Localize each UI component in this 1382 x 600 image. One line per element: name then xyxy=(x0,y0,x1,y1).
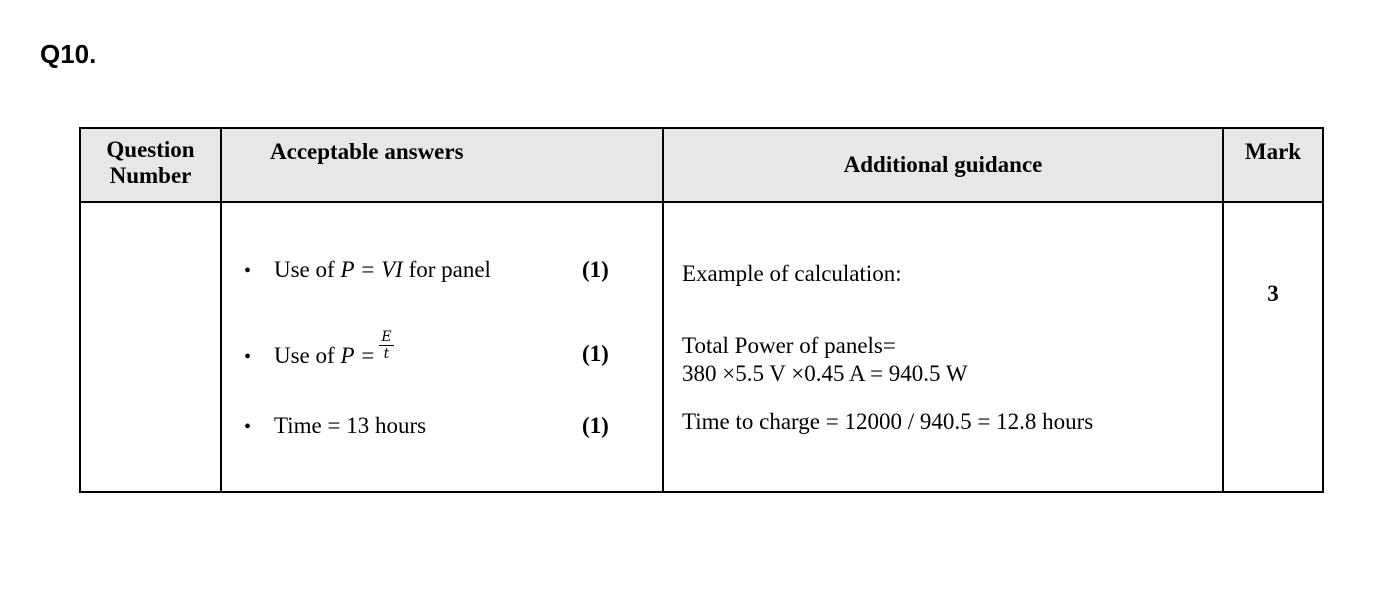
question-number-cell xyxy=(80,202,221,492)
answer-item xyxy=(244,413,624,439)
answer-mark: (1) xyxy=(582,257,609,282)
fraction-numerator: E xyxy=(381,329,392,345)
answer-item xyxy=(244,329,624,374)
additional-guidance-cell xyxy=(663,202,1223,492)
answer-prefix: Use of xyxy=(274,257,341,282)
mark-scheme-table xyxy=(79,127,1324,493)
header-question-number: Question Number xyxy=(80,128,221,202)
answer-formula-lhs: P = xyxy=(340,342,376,368)
acceptable-answers-cell xyxy=(221,202,663,492)
bullet-icon: • xyxy=(244,260,252,282)
guidance-line: Total Power of panels= xyxy=(682,333,896,358)
guidance-line: Time to charge = 12000 / 940.5 = 12.8 hours xyxy=(682,409,1094,434)
mark-value: 3 xyxy=(1267,281,1279,306)
answer-item xyxy=(244,257,624,283)
header-mark: Mark xyxy=(1223,128,1323,202)
answer-mark: (1) xyxy=(582,341,609,366)
table-row xyxy=(80,202,1323,492)
header-acceptable-answers-label: Acceptable answers xyxy=(270,139,464,164)
mark-cell xyxy=(1223,202,1323,492)
answer-text: Time = 13 hours xyxy=(274,413,427,438)
header-acceptable-answers xyxy=(221,128,663,202)
bullet-icon: • xyxy=(244,345,252,368)
guidance-line: 380 ×5.5 V ×0.45 A = 940.5 W xyxy=(682,361,968,386)
guidance-line: Example of calculation: xyxy=(682,261,902,286)
answer-prefix: Use of xyxy=(274,342,341,368)
bullet-icon: • xyxy=(244,416,252,438)
fraction-denominator: t xyxy=(383,346,390,362)
question-label: Q10. xyxy=(40,39,97,69)
header-row xyxy=(80,128,1323,202)
header-additional-guidance: Additional guidance xyxy=(663,128,1223,202)
answer-suffix: for panel xyxy=(402,257,491,282)
fraction xyxy=(379,329,393,362)
answer-mark: (1) xyxy=(582,413,609,438)
answer-formula: P = VI xyxy=(340,257,403,282)
